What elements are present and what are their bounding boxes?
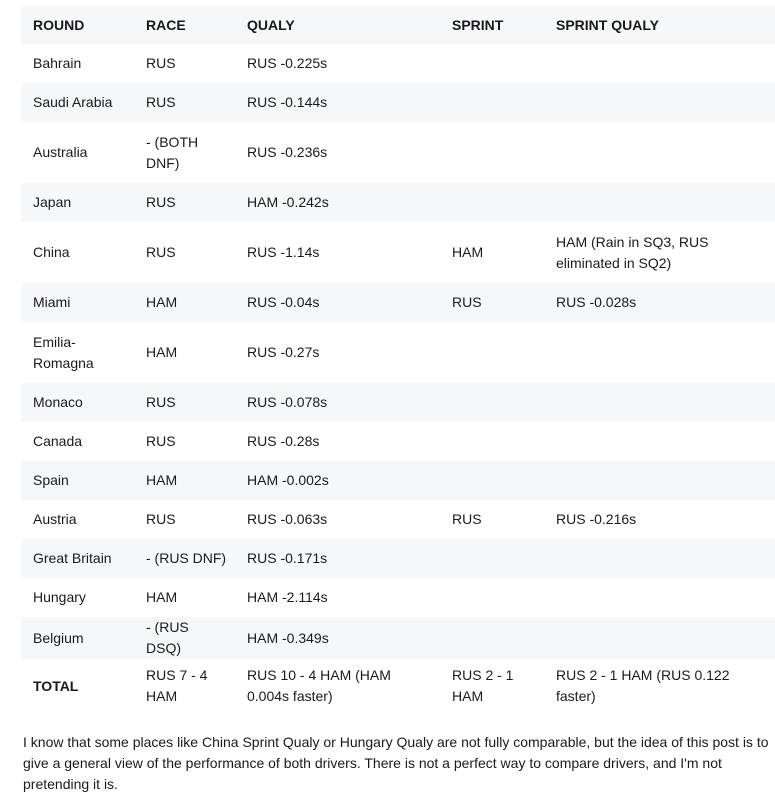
table-row xyxy=(21,422,775,461)
cell-sprint xyxy=(440,539,544,578)
cell-sprint-qualy xyxy=(544,322,775,383)
cell-sprint-qualy xyxy=(544,183,775,222)
cell-sprint xyxy=(440,617,544,659)
table-row xyxy=(21,83,775,122)
table-row xyxy=(21,122,775,183)
cell-race: RUS xyxy=(134,183,235,222)
cell-qualy: RUS -0.171s xyxy=(235,539,440,578)
total-label: TOTAL xyxy=(33,677,79,694)
cell-sprint xyxy=(440,578,544,617)
header-qualy: QUALY xyxy=(235,6,440,44)
cell-sprint-qualy xyxy=(544,578,775,617)
cell-race: - (RUS DSQ) xyxy=(134,617,235,659)
cell-sprint: HAM xyxy=(452,244,484,260)
cell-sprint xyxy=(440,122,544,183)
table-row xyxy=(21,578,775,617)
cell-sprint-qualy xyxy=(544,83,775,122)
cell-race: RUS xyxy=(134,83,235,122)
cell-sprint xyxy=(440,44,544,83)
cell-sprint-qualy xyxy=(544,539,775,578)
total-qualy: RUS 10 - 4 HAM (HAM 0.004s faster) xyxy=(247,667,391,704)
cell-round: Great Britain xyxy=(21,539,134,578)
cell-race: RUS xyxy=(146,433,176,449)
cell-qualy: RUS -0.078s xyxy=(235,383,440,422)
cell-round: Japan xyxy=(21,183,134,222)
cell-round: Belgium xyxy=(21,617,134,659)
cell-race: HAM xyxy=(146,344,178,360)
cell-sprint xyxy=(440,83,544,122)
table-row xyxy=(21,322,775,383)
cell-round: Saudi Arabia xyxy=(21,83,134,122)
cell-qualy: HAM -0.242s xyxy=(235,183,440,222)
total-race: RUS 7 - 4 HAM xyxy=(146,667,208,704)
cell-qualy: RUS -0.063s xyxy=(247,511,328,527)
cell-sprint-qualy: HAM (Rain in SQ3, RUS eliminated in SQ2) xyxy=(556,233,709,271)
cell-sprint-qualy: RUS -0.216s xyxy=(556,511,637,527)
cell-qualy: RUS -0.04s xyxy=(235,283,440,322)
cell-race: HAM xyxy=(134,283,235,322)
cell-qualy: RUS -0.144s xyxy=(235,83,440,122)
cell-qualy: RUS -0.27s xyxy=(247,344,320,360)
cell-sprint-qualy xyxy=(544,617,775,659)
cell-round: Austria xyxy=(33,511,77,527)
cell-round: Bahrain xyxy=(33,55,82,71)
cell-qualy: HAM -0.349s xyxy=(235,617,440,659)
total-sprint: RUS 2 - 1 HAM xyxy=(452,667,514,704)
results-table xyxy=(21,6,775,713)
total-sprint-qualy: RUS 2 - 1 HAM (RUS 0.122 faster) xyxy=(556,667,730,704)
table-row xyxy=(21,617,775,659)
header-round: ROUND xyxy=(21,6,134,44)
cell-round: Miami xyxy=(21,283,134,322)
table-header-row xyxy=(21,6,775,44)
cell-sprint: RUS xyxy=(440,283,544,322)
cell-sprint-qualy: RUS -0.028s xyxy=(544,283,775,322)
cell-qualy: HAM -2.114s xyxy=(247,589,328,605)
cell-race: RUS xyxy=(134,383,235,422)
cell-sprint-qualy xyxy=(544,44,775,83)
cell-race: RUS xyxy=(146,244,176,260)
table-row xyxy=(21,44,775,83)
cell-sprint-qualy xyxy=(544,383,775,422)
cell-race: HAM xyxy=(146,589,178,605)
cell-sprint xyxy=(440,322,544,383)
cell-sprint-qualy xyxy=(544,461,775,500)
cell-sprint-qualy xyxy=(544,122,775,183)
cell-sprint xyxy=(440,461,544,500)
table-row xyxy=(21,222,775,283)
cell-race: HAM xyxy=(134,461,235,500)
cell-race: RUS xyxy=(146,511,176,527)
cell-round: Emilia-Romagna xyxy=(33,333,94,371)
cell-qualy: RUS -0.28s xyxy=(247,433,320,449)
cell-qualy: RUS -0.225s xyxy=(247,55,328,71)
cell-qualy: HAM -0.002s xyxy=(235,461,440,500)
cell-race: RUS xyxy=(146,55,176,71)
table-row xyxy=(21,283,775,322)
table-row xyxy=(21,539,775,578)
cell-sprint: RUS xyxy=(452,511,482,527)
table-row xyxy=(21,500,775,539)
cell-race: - (BOTH DNF) xyxy=(146,133,199,171)
cell-qualy: RUS -1.14s xyxy=(247,244,320,260)
cell-round: Australia xyxy=(33,144,88,160)
cell-round: Hungary xyxy=(33,589,86,605)
post-note-paragraph: I know that some places like China Sprint Qualy or Hungary Qualy are not fully comparable, but the idea of this post is to give a general view of the performance of both drivers. There is not a perfect way to compare drivers, and I'm not pretending it is. xyxy=(23,734,769,792)
table-row xyxy=(21,183,775,222)
cell-sprint xyxy=(440,383,544,422)
cell-round: Monaco xyxy=(21,383,134,422)
header-race: RACE xyxy=(134,6,235,44)
table-total-row xyxy=(21,659,775,713)
header-sprint-qualy: SPRINT QUALY xyxy=(544,6,775,44)
cell-race: - (RUS DNF) xyxy=(134,539,235,578)
cell-round: Canada xyxy=(33,433,83,449)
cell-qualy: RUS -0.236s xyxy=(247,144,328,160)
header-sprint: SPRINT xyxy=(440,6,544,44)
table-row xyxy=(21,383,775,422)
cell-sprint xyxy=(440,183,544,222)
cell-sprint-qualy xyxy=(544,422,775,461)
cell-round: China xyxy=(33,244,70,260)
cell-sprint xyxy=(440,422,544,461)
table-row xyxy=(21,461,775,500)
cell-round: Spain xyxy=(21,461,134,500)
